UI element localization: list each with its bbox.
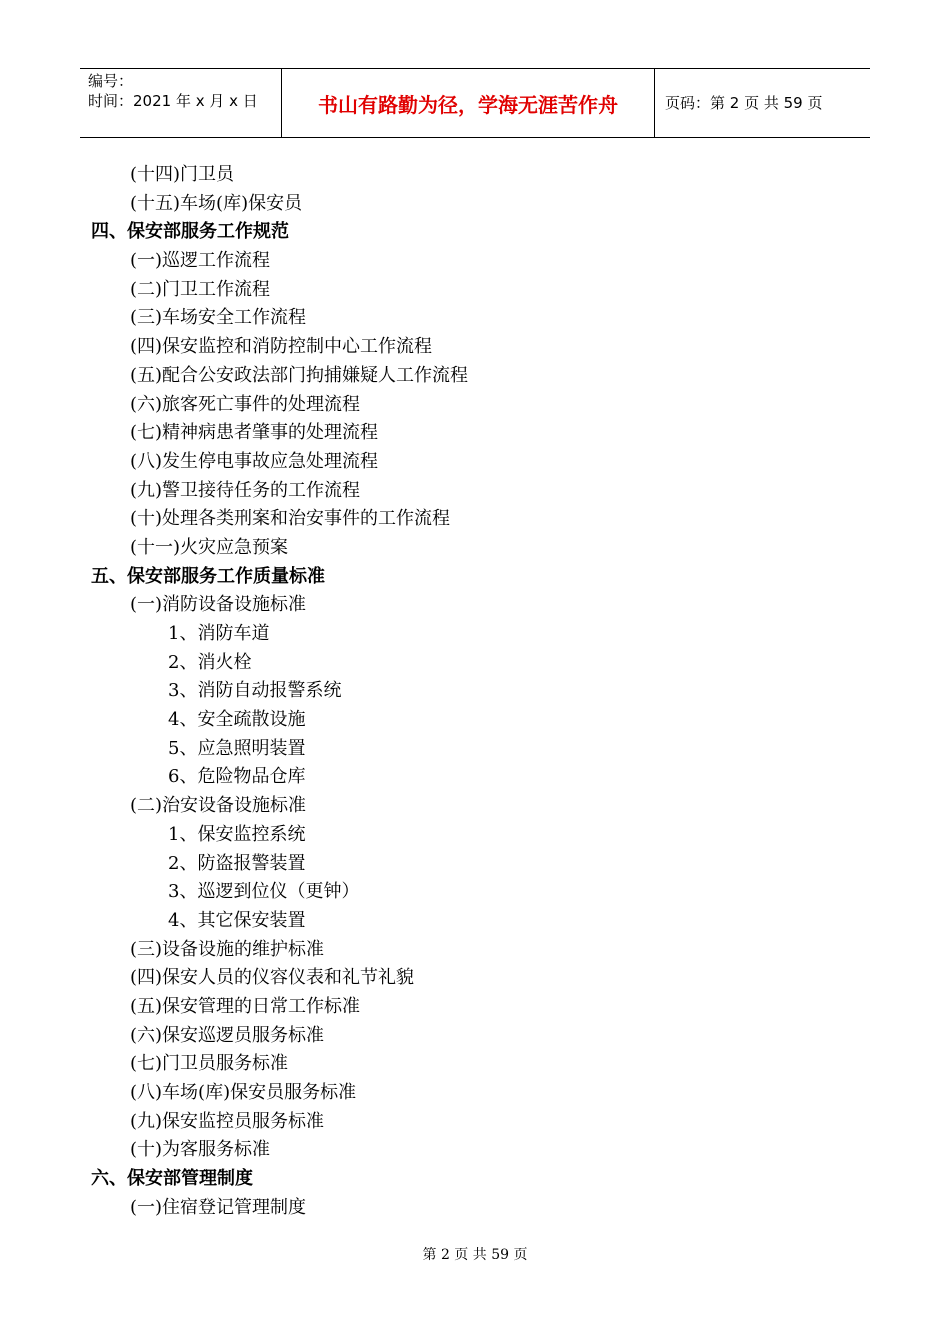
- toc-entry: (六)保安巡逻员服务标准: [130, 1024, 325, 1046]
- toc-entry: 1、消防车道: [168, 623, 270, 644]
- toc-entry: 2、防盗报警装置: [168, 852, 306, 874]
- toc-entry: 4、安全疏散设施: [168, 709, 306, 731]
- toc-entry: (九)警卫接待任务的工作流程: [130, 479, 361, 501]
- toc-entry: (二)门卫工作流程: [130, 278, 271, 300]
- toc-entry: (十)处理各类刑案和治安事件的工作流程: [130, 508, 451, 530]
- toc-entry: 5、应急照明装置: [168, 737, 306, 759]
- table-of-contents: [0, 161, 950, 1222]
- toc-entry: (五)保安管理的日常工作标准: [130, 995, 361, 1017]
- toc-entry: (十一)火灾应急预案: [130, 536, 289, 558]
- toc-entry: (三)设备设施的维护标准: [130, 938, 325, 960]
- header-meta-cell: [80, 69, 282, 137]
- toc-entry: (四)保安监控和消防控制中心工作流程: [130, 336, 433, 358]
- toc-section-heading: 四、保安部服务工作规范: [91, 221, 289, 243]
- toc-section-heading: 五、保安部服务工作质量标准: [91, 565, 325, 587]
- header-page-info: 页码：第 2 页 共 59 页: [665, 94, 823, 112]
- toc-entry: (十)为客服务标准: [130, 1139, 271, 1161]
- document-time-label: 时间：2021 年 x 月 x 日: [88, 92, 258, 110]
- toc-entry: (八)发生停电事故应急处理流程: [130, 450, 379, 472]
- toc-entry: (十四)门卫员: [130, 164, 235, 185]
- toc-entry: 1、保安监控系统: [168, 823, 306, 845]
- toc-entry: (一)巡逻工作流程: [130, 250, 271, 272]
- header-page-cell: [655, 69, 870, 137]
- toc-entry: 3、消防自动报警系统: [168, 680, 342, 702]
- toc-entry: (六)旅客死亡事件的处理流程: [130, 393, 361, 415]
- toc-entry: (八)车场(库)保安员服务标准: [130, 1082, 357, 1103]
- toc-entry: (三)车场安全工作流程: [130, 307, 307, 329]
- toc-entry: 3、巡逻到位仪（更钟）: [168, 881, 360, 903]
- toc-entry: (七)门卫员服务标准: [130, 1053, 289, 1075]
- toc-entry: 4、其它保安装置: [168, 909, 306, 931]
- toc-entry: (五)配合公安政法部门拘捕嫌疑人工作流程: [130, 364, 469, 386]
- document-number-label: 编号：: [88, 72, 134, 90]
- toc-entry: (一)住宿登记管理制度: [130, 1196, 307, 1218]
- toc-entry: (七)精神病患者肇事的处理流程: [130, 422, 379, 444]
- toc-entry: 6、危险物品仓库: [168, 766, 306, 788]
- toc-entry: (十五)车场(库)保安员: [130, 192, 303, 214]
- header-motto-cell: [282, 69, 655, 137]
- toc-entry: (四)保安人员的仪容仪表和礼节礼貌: [130, 967, 415, 989]
- toc-entry: (九)保安监控员服务标准: [130, 1110, 325, 1132]
- page-header: [80, 68, 870, 138]
- page-footer: 第 2 页 共 59 页: [422, 1247, 528, 1263]
- toc-entry: (一)消防设备设施标准: [130, 594, 307, 616]
- header-motto: 书山有路勤为径，学海无涯苦作舟: [318, 93, 618, 117]
- toc-entry: 2、消火栓: [168, 651, 252, 673]
- toc-section-heading: 六、保安部管理制度: [91, 1168, 253, 1190]
- toc-entry: (二)治安设备设施标准: [130, 795, 307, 817]
